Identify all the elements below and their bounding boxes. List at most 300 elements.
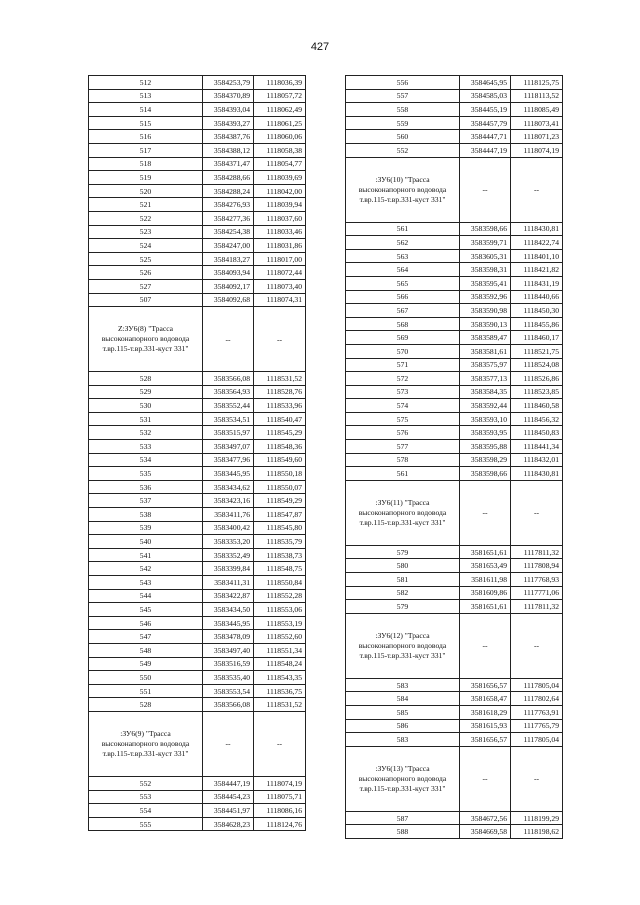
y-coordinate-cell: 1118550,84 [254, 576, 306, 590]
x-coordinate-cell: 3584247,00 [203, 239, 254, 253]
point-number-cell: 540 [89, 535, 203, 549]
x-coordinate-cell: -- [460, 157, 511, 222]
point-number-cell: 579 [346, 600, 460, 614]
table-row [346, 811, 563, 825]
table-row [89, 211, 306, 225]
table-row [346, 290, 563, 304]
table-row [346, 89, 563, 103]
y-coordinate-cell: 1118551,34 [254, 643, 306, 657]
table-row [346, 678, 563, 692]
table-row [89, 171, 306, 185]
y-coordinate-cell: 1118548,36 [254, 440, 306, 454]
y-coordinate-cell: 1118545,29 [254, 426, 306, 440]
y-coordinate-cell: 1117763,91 [511, 706, 563, 720]
table-row [89, 453, 306, 467]
table-row [346, 706, 563, 720]
table-row [346, 276, 563, 290]
point-number-cell: 576 [346, 426, 460, 440]
x-coordinate-cell: 3584388,12 [203, 143, 254, 157]
y-coordinate-cell: 1118074,19 [254, 776, 306, 790]
x-coordinate-cell: -- [203, 307, 254, 372]
point-number-cell: 541 [89, 548, 203, 562]
x-coordinate-cell: 3583423,16 [203, 494, 254, 508]
point-number-cell: 539 [89, 521, 203, 535]
table-row [346, 143, 563, 157]
y-coordinate-cell: 1118460,17 [511, 331, 563, 345]
point-number-cell: 554 [89, 804, 203, 818]
x-coordinate-cell: -- [460, 746, 511, 811]
x-coordinate-cell: 3583534,51 [203, 412, 254, 426]
x-coordinate-cell: 3583399,84 [203, 562, 254, 576]
x-coordinate-cell: 3583553,54 [203, 684, 254, 698]
x-coordinate-cell: 3584387,76 [203, 130, 254, 144]
table-row [89, 412, 306, 426]
y-coordinate-cell: 1118553,06 [254, 603, 306, 617]
parcel-title-cell: :ЗУ6(11) "Трасса высоконапорного водовода т.вр.115-т.вр.331-куст 331" [346, 480, 460, 545]
x-coordinate-cell: 3583411,76 [203, 508, 254, 522]
x-coordinate-cell: 3584447,19 [460, 143, 511, 157]
point-number-cell: 560 [346, 130, 460, 144]
point-number-cell: 525 [89, 252, 203, 266]
point-number-cell: 588 [346, 825, 460, 839]
point-number-cell: 574 [346, 399, 460, 413]
point-number-cell: 533 [89, 440, 203, 454]
point-number-cell: 524 [89, 239, 203, 253]
table-row [346, 399, 563, 413]
table-row [346, 440, 563, 454]
table-row [346, 426, 563, 440]
y-coordinate-cell: 1118455,86 [511, 317, 563, 331]
x-coordinate-cell: 3584093,94 [203, 266, 254, 280]
point-number-cell: 561 [346, 222, 460, 236]
parcel-title-cell: Ζ:ЗУ6(8) "Трасса высоконапорного водовода т.вр.115-т.вр.331-куст 331" [89, 307, 203, 372]
point-number-cell: 583 [346, 733, 460, 747]
point-number-cell: 585 [346, 706, 460, 720]
y-coordinate-cell: 1118548,24 [254, 657, 306, 671]
x-coordinate-cell: 3584183,27 [203, 252, 254, 266]
table-row [346, 692, 563, 706]
table-row [89, 198, 306, 212]
table-row [89, 508, 306, 522]
y-coordinate-cell: 1118543,35 [254, 671, 306, 685]
point-number-cell: 512 [89, 76, 203, 90]
y-coordinate-cell: 1118401,10 [511, 249, 563, 263]
point-number-cell: 532 [89, 426, 203, 440]
table-row [89, 440, 306, 454]
table-row [89, 790, 306, 804]
table-row [89, 589, 306, 603]
table-row [346, 372, 563, 386]
x-coordinate-cell: 3581656,57 [460, 678, 511, 692]
table-row [346, 825, 563, 839]
table-row [89, 130, 306, 144]
parcel-header-row [346, 157, 563, 222]
y-coordinate-cell: 1118031,86 [254, 239, 306, 253]
point-number-cell: 542 [89, 562, 203, 576]
x-coordinate-cell: 3584288,24 [203, 184, 254, 198]
point-number-cell: 522 [89, 211, 203, 225]
table-row [346, 344, 563, 358]
y-coordinate-cell: 1117811,32 [511, 600, 563, 614]
parcel-header-row [346, 746, 563, 811]
x-coordinate-cell: 3583516,59 [203, 657, 254, 671]
x-coordinate-cell: 3583590,98 [460, 304, 511, 318]
point-number-cell: 517 [89, 143, 203, 157]
y-coordinate-cell: 1118523,85 [511, 385, 563, 399]
y-coordinate-cell: 1117765,79 [511, 719, 563, 733]
x-coordinate-cell: 3583566,08 [203, 698, 254, 712]
x-coordinate-cell: -- [203, 711, 254, 776]
x-coordinate-cell: -- [460, 480, 511, 545]
x-coordinate-cell: 3584288,66 [203, 171, 254, 185]
point-number-cell: 564 [346, 263, 460, 277]
y-coordinate-cell: -- [511, 157, 563, 222]
point-number-cell: 548 [89, 643, 203, 657]
x-coordinate-cell: 3584092,17 [203, 279, 254, 293]
point-number-cell: 551 [89, 684, 203, 698]
point-number-cell: 586 [346, 719, 460, 733]
point-number-cell: 523 [89, 225, 203, 239]
table-row [89, 184, 306, 198]
y-coordinate-cell: 1118535,79 [254, 535, 306, 549]
point-number-cell: 567 [346, 304, 460, 318]
point-number-cell: 584 [346, 692, 460, 706]
table-row [89, 399, 306, 413]
table-row [89, 293, 306, 307]
x-coordinate-cell: 3583434,50 [203, 603, 254, 617]
x-coordinate-cell: 3583353,20 [203, 535, 254, 549]
x-coordinate-cell: 3583564,93 [203, 385, 254, 399]
x-coordinate-cell: 3581651,61 [460, 600, 511, 614]
point-number-cell: 528 [89, 698, 203, 712]
point-number-cell: 562 [346, 236, 460, 250]
x-coordinate-cell: 3584253,79 [203, 76, 254, 90]
y-coordinate-cell: 1118075,71 [254, 790, 306, 804]
point-number-cell: 545 [89, 603, 203, 617]
table-row [346, 586, 563, 600]
point-number-cell: 534 [89, 453, 203, 467]
x-coordinate-cell: 3583515,97 [203, 426, 254, 440]
point-number-cell: 581 [346, 573, 460, 587]
y-coordinate-cell: 1118430,81 [511, 467, 563, 481]
point-number-cell: 549 [89, 657, 203, 671]
x-coordinate-cell: 3583581,61 [460, 344, 511, 358]
x-coordinate-cell: 3583477,96 [203, 453, 254, 467]
y-coordinate-cell: 1118549,29 [254, 494, 306, 508]
y-coordinate-cell: 1118073,41 [511, 116, 563, 130]
x-coordinate-cell: 3583584,35 [460, 385, 511, 399]
point-number-cell: 575 [346, 412, 460, 426]
x-coordinate-cell: 3584254,38 [203, 225, 254, 239]
point-number-cell: 556 [346, 76, 460, 90]
table-row [89, 684, 306, 698]
y-coordinate-cell: 1118550,18 [254, 467, 306, 481]
point-number-cell: 558 [346, 103, 460, 117]
table-row [89, 239, 306, 253]
parcel-title-cell: :ЗУ6(10) "Трасса высоконапорного водовода т.вр.115-т.вр.331-куст 331" [346, 157, 460, 222]
parcel-title-cell: :ЗУ6(13) "Трасса высоконапорного водовода т.вр.115-т.вр.331-куст 331" [346, 746, 460, 811]
y-coordinate-cell: 1118549,60 [254, 453, 306, 467]
parcel-title-cell: :ЗУ6(12) "Трасса высоконапорного водовода т.вр.115-т.вр.331-куст 331" [346, 613, 460, 678]
point-number-cell: 583 [346, 678, 460, 692]
point-number-cell: 552 [89, 776, 203, 790]
x-coordinate-cell: -- [460, 613, 511, 678]
y-coordinate-cell: -- [511, 480, 563, 545]
table-row [346, 236, 563, 250]
table-row [89, 576, 306, 590]
y-coordinate-cell: 1118521,75 [511, 344, 563, 358]
y-coordinate-cell: 1118072,44 [254, 266, 306, 280]
x-coordinate-cell: 3583605,31 [460, 249, 511, 263]
x-coordinate-cell: 3584277,36 [203, 211, 254, 225]
x-coordinate-cell: 3584455,19 [460, 103, 511, 117]
y-coordinate-cell: 1117808,94 [511, 559, 563, 573]
x-coordinate-cell: 3584585,03 [460, 89, 511, 103]
point-number-cell: 571 [346, 358, 460, 372]
x-coordinate-cell: 3583497,40 [203, 643, 254, 657]
table-row [346, 222, 563, 236]
coordinates-table-left [88, 75, 306, 831]
table-row [89, 548, 306, 562]
y-coordinate-cell: 1118545,80 [254, 521, 306, 535]
point-number-cell: 550 [89, 671, 203, 685]
y-coordinate-cell: -- [254, 711, 306, 776]
x-coordinate-cell: 3583422,87 [203, 589, 254, 603]
x-coordinate-cell: 3583445,95 [203, 467, 254, 481]
table-row [89, 630, 306, 644]
table-row [89, 76, 306, 90]
table-row [89, 657, 306, 671]
coordinates-table-right [345, 75, 563, 839]
table-row [89, 643, 306, 657]
y-coordinate-cell: 1118071,23 [511, 130, 563, 144]
point-number-cell: 565 [346, 276, 460, 290]
point-number-cell: 520 [89, 184, 203, 198]
point-number-cell: 529 [89, 385, 203, 399]
x-coordinate-cell: 3583577,13 [460, 372, 511, 386]
y-coordinate-cell: 1118085,49 [511, 103, 563, 117]
x-coordinate-cell: 3583400,42 [203, 521, 254, 535]
y-coordinate-cell: 1118421,82 [511, 263, 563, 277]
y-coordinate-cell: 1118524,08 [511, 358, 563, 372]
point-number-cell: 538 [89, 508, 203, 522]
point-number-cell: 530 [89, 399, 203, 413]
y-coordinate-cell: 1117802,64 [511, 692, 563, 706]
x-coordinate-cell: 3581618,29 [460, 706, 511, 720]
y-coordinate-cell: 1118057,72 [254, 89, 306, 103]
x-coordinate-cell: 3584393,27 [203, 116, 254, 130]
x-coordinate-cell: 3583566,08 [203, 372, 254, 386]
point-number-cell: 580 [346, 559, 460, 573]
table-row [89, 521, 306, 535]
table-row [89, 603, 306, 617]
y-coordinate-cell: 1117811,32 [511, 545, 563, 559]
point-number-cell: 514 [89, 103, 203, 117]
table-row [89, 817, 306, 831]
point-number-cell: 531 [89, 412, 203, 426]
x-coordinate-cell: 3583599,71 [460, 236, 511, 250]
parcel-header-row [346, 613, 563, 678]
y-coordinate-cell: 1118431,19 [511, 276, 563, 290]
x-coordinate-cell: 3584447,71 [460, 130, 511, 144]
point-number-cell: 578 [346, 453, 460, 467]
table-row [89, 671, 306, 685]
table-row [89, 143, 306, 157]
table-row [346, 116, 563, 130]
y-coordinate-cell: 1118460,58 [511, 399, 563, 413]
point-number-cell: 527 [89, 279, 203, 293]
parcel-header-row [346, 480, 563, 545]
parcel-header-row [89, 711, 306, 776]
x-coordinate-cell: 3584371,47 [203, 157, 254, 171]
y-coordinate-cell: 1118552,60 [254, 630, 306, 644]
x-coordinate-cell: 3583593,10 [460, 412, 511, 426]
point-number-cell: 537 [89, 494, 203, 508]
y-coordinate-cell: 1118526,86 [511, 372, 563, 386]
x-coordinate-cell: 3583595,41 [460, 276, 511, 290]
y-coordinate-cell: 1118440,66 [511, 290, 563, 304]
y-coordinate-cell: 1118054,77 [254, 157, 306, 171]
table-row [89, 225, 306, 239]
x-coordinate-cell: 3584672,56 [460, 811, 511, 825]
y-coordinate-cell: 1118441,34 [511, 440, 563, 454]
x-coordinate-cell: 3583411,31 [203, 576, 254, 590]
point-number-cell: 566 [346, 290, 460, 304]
x-coordinate-cell: 3581653,49 [460, 559, 511, 573]
point-number-cell: 543 [89, 576, 203, 590]
point-number-cell: 557 [346, 89, 460, 103]
x-coordinate-cell: 3583598,29 [460, 453, 511, 467]
y-coordinate-cell: 1117805,04 [511, 733, 563, 747]
point-number-cell: 507 [89, 293, 203, 307]
parcel-header-row [89, 307, 306, 372]
table-row [346, 412, 563, 426]
y-coordinate-cell: 1118039,69 [254, 171, 306, 185]
point-number-cell: 544 [89, 589, 203, 603]
point-number-cell: 561 [346, 467, 460, 481]
point-number-cell: 535 [89, 467, 203, 481]
table-row [346, 733, 563, 747]
x-coordinate-cell: 3583589,47 [460, 331, 511, 345]
x-coordinate-cell: 3581658,47 [460, 692, 511, 706]
y-coordinate-cell: 1118125,75 [511, 76, 563, 90]
y-coordinate-cell: 1118039,94 [254, 198, 306, 212]
x-coordinate-cell: 3581656,57 [460, 733, 511, 747]
x-coordinate-cell: 3584454,23 [203, 790, 254, 804]
y-coordinate-cell: 1118430,81 [511, 222, 563, 236]
table-row [346, 263, 563, 277]
x-coordinate-cell: 3583497,07 [203, 440, 254, 454]
point-number-cell: 553 [89, 790, 203, 804]
y-coordinate-cell: 1117805,04 [511, 678, 563, 692]
y-coordinate-cell: 1118456,32 [511, 412, 563, 426]
table-row [346, 453, 563, 467]
point-number-cell: 555 [89, 817, 203, 831]
y-coordinate-cell: 1118533,96 [254, 399, 306, 413]
x-coordinate-cell: 3583590,13 [460, 317, 511, 331]
y-coordinate-cell: 1118017,00 [254, 252, 306, 266]
x-coordinate-cell: 3583592,96 [460, 290, 511, 304]
point-number-cell: 572 [346, 372, 460, 386]
table-row [89, 116, 306, 130]
table-row [346, 317, 563, 331]
y-coordinate-cell: 1118538,73 [254, 548, 306, 562]
x-coordinate-cell: 3584645,95 [460, 76, 511, 90]
point-number-cell: 516 [89, 130, 203, 144]
y-coordinate-cell: 1118074,31 [254, 293, 306, 307]
y-coordinate-cell: 1118548,75 [254, 562, 306, 576]
point-number-cell: 519 [89, 171, 203, 185]
y-coordinate-cell: -- [511, 613, 563, 678]
y-coordinate-cell: 1117771,06 [511, 586, 563, 600]
point-number-cell: 570 [346, 344, 460, 358]
page-number: 427 [310, 41, 330, 53]
table-row [346, 304, 563, 318]
x-coordinate-cell: 3583434,62 [203, 480, 254, 494]
table-row [89, 279, 306, 293]
x-coordinate-cell: 3583478,09 [203, 630, 254, 644]
table-row [346, 719, 563, 733]
point-number-cell: 577 [346, 440, 460, 454]
x-coordinate-cell: 3584457,79 [460, 116, 511, 130]
table-row [346, 76, 563, 90]
x-coordinate-cell: 3584447,19 [203, 776, 254, 790]
point-number-cell: 568 [346, 317, 460, 331]
y-coordinate-cell: 1118074,19 [511, 143, 563, 157]
x-coordinate-cell: 3581651,61 [460, 545, 511, 559]
y-coordinate-cell: -- [511, 746, 563, 811]
table-row [89, 804, 306, 818]
table-row [346, 358, 563, 372]
y-coordinate-cell: 1118060,06 [254, 130, 306, 144]
point-number-cell: 521 [89, 198, 203, 212]
y-coordinate-cell: -- [254, 307, 306, 372]
table-row [346, 573, 563, 587]
table-row [89, 372, 306, 386]
y-coordinate-cell: 1118531,52 [254, 698, 306, 712]
table-row [346, 130, 563, 144]
x-coordinate-cell: 3584092,68 [203, 293, 254, 307]
table-row [346, 103, 563, 117]
x-coordinate-cell: 3583592,44 [460, 399, 511, 413]
point-number-cell: 559 [346, 116, 460, 130]
table-row [89, 385, 306, 399]
x-coordinate-cell: 3584370,89 [203, 89, 254, 103]
y-coordinate-cell: 1118199,29 [511, 811, 563, 825]
table-row [89, 776, 306, 790]
table-row [89, 616, 306, 630]
table-row [89, 266, 306, 280]
y-coordinate-cell: 1118037,60 [254, 211, 306, 225]
y-coordinate-cell: 1118033,46 [254, 225, 306, 239]
x-coordinate-cell: 3583575,97 [460, 358, 511, 372]
table-row [89, 467, 306, 481]
point-number-cell: 569 [346, 331, 460, 345]
table-row [89, 562, 306, 576]
table-row [346, 559, 563, 573]
y-coordinate-cell: 1118062,49 [254, 103, 306, 117]
point-number-cell: 513 [89, 89, 203, 103]
y-coordinate-cell: 1118450,83 [511, 426, 563, 440]
y-coordinate-cell: 1117768,93 [511, 573, 563, 587]
x-coordinate-cell: 3584276,93 [203, 198, 254, 212]
y-coordinate-cell: 1118528,76 [254, 385, 306, 399]
table-row [346, 331, 563, 345]
table-row [89, 535, 306, 549]
point-number-cell: 582 [346, 586, 460, 600]
table-row [89, 494, 306, 508]
x-coordinate-cell: 3581615,93 [460, 719, 511, 733]
